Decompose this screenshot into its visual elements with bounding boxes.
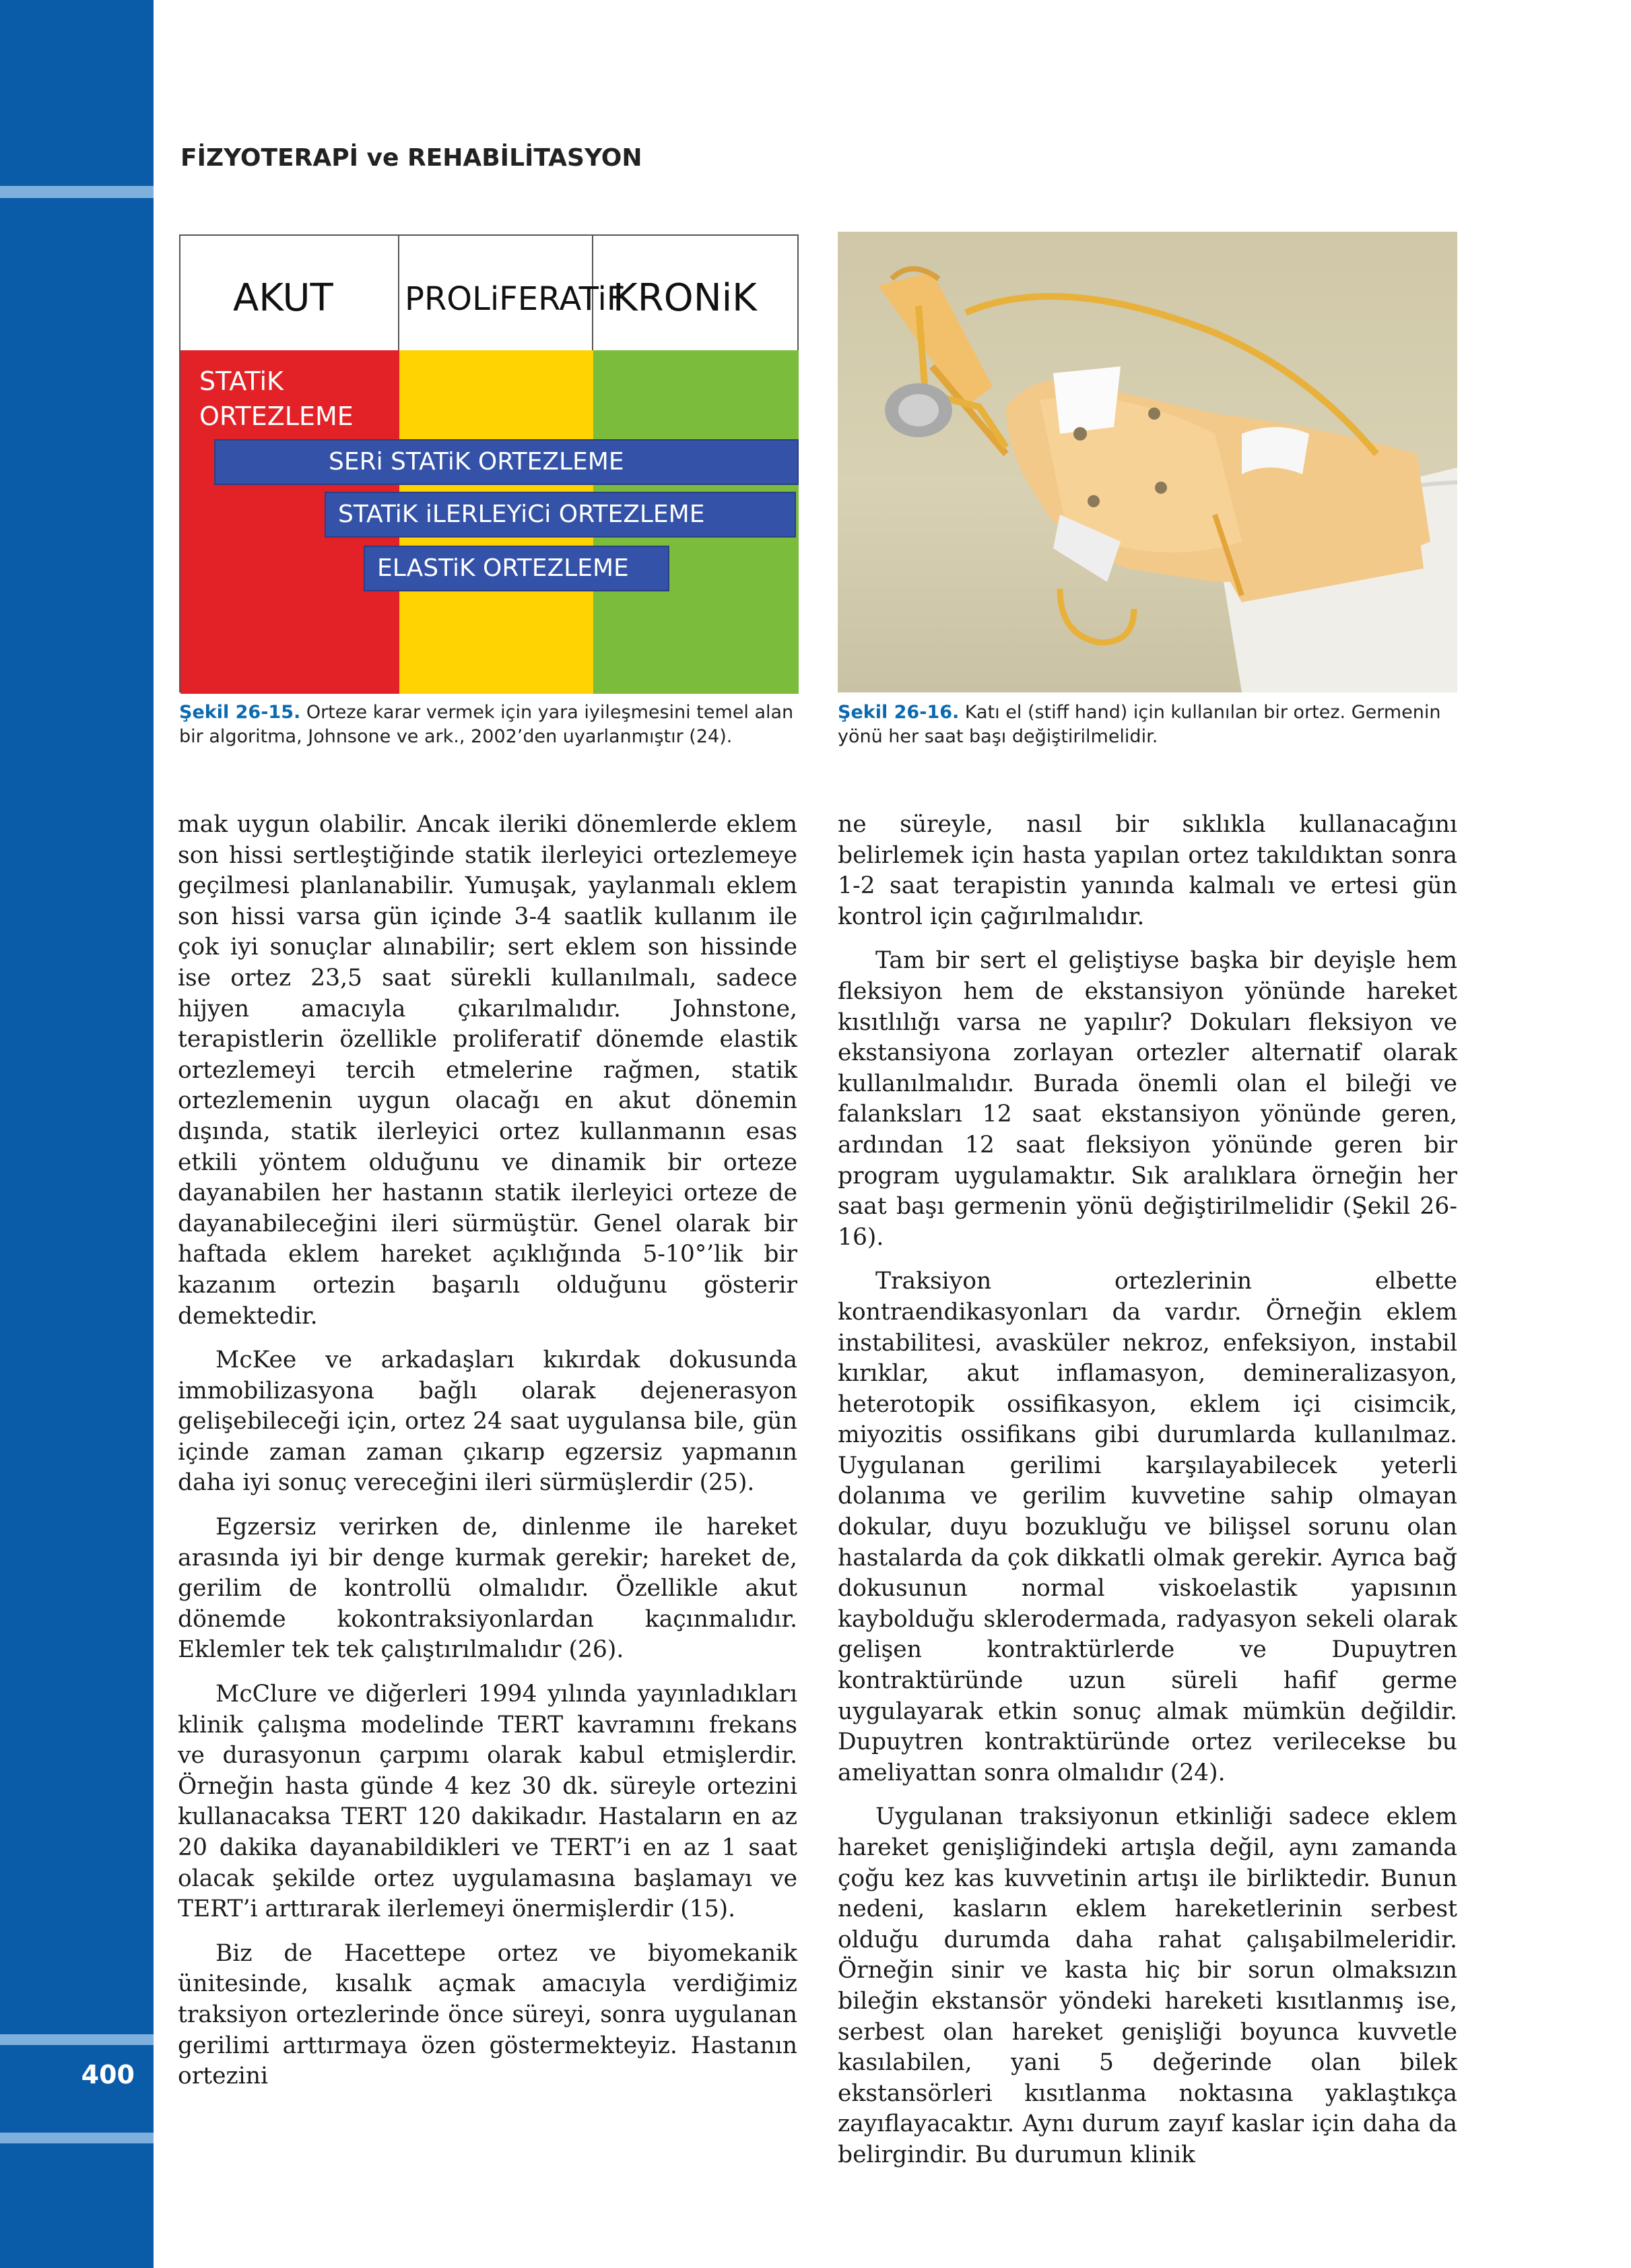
figure-label: Şekil 26-15.	[179, 702, 301, 723]
paragraph: mak uygun olabilir. Ancak ileriki dönemlerde eklem son hissi sertleştiğinde statik ilerleyici ortezlemeye geçilmesi planlanabilir. Yumuşak, yaylanmalı eklem son hissi varsa gün içinde 3-4 saatlik kullanım ile çok iyi sonuçlar alınabilir; sert eklem son hissinde ise ortez 23,5 saat sürekli kullanılmalı, sadece hijyen amacıyla çıkarılmalıdır. Johnstone, terapistlerin özellikle proliferatif dönemde elastik ortezlemeyi tercih etmelerine rağmen, statik ortezlemenin uygun olacağı en akut dönemin dışında, statik ilerleyici ortez kullanmanın esas etkili yöntem olduğunu ve dinamik bir orteze dayanabilen her hastanın statik ilerleyici orteze de dayanabileceğini ileri sürmüştür. Genel olarak bir haftada eklem hareket açıklığında 5-10°’lik bir kazanım ortezin başarılı olduğunu gösterir demektedir.	[178, 811, 797, 1330]
right-text-column	[838, 810, 1457, 2184]
figure-label: Şekil 26-16.	[838, 702, 960, 723]
figure-caption	[179, 701, 799, 749]
elastic-bar: ELASTiK ORTEZLEME	[364, 546, 669, 591]
paragraph: Tam bir sert el geliştiyse başka bir deyişle hem fleksiyon hem de ekstansiyon yönünde hareket kısıtlılığı varsa ne yapılır? Dokuları fleksiyon ve ekstansiyona zorlayan ortezler alternatif olarak kullanılmalıdır. Burada önemli olan el bileği ve falanksları 12 saat ekstansiyon yönünde geren, ardından 12 saat fleksiyon yönünde geren bir program uygulamaktır. Sık aralıklara örneğin her saat başı germenin yönü değiştirilmelidir (Şekil 26-16).	[838, 947, 1457, 1251]
serial-static-bar: SERi STATiK ORTEZLEME	[214, 439, 799, 485]
zone-title-akut: AKUT	[233, 276, 333, 320]
paragraph: McKee ve arkadaşları kıkırdak dokusunda immobilizasyona bağlı olarak dejenerasyon gelişebileceği için, ortez 24 saat uygulansa bile, gün içinde zaman zaman çıkarıp egzersiz yapmanın daha iyi sonuç vereceğini ileri sürmüşlerdir (25).	[178, 1347, 797, 1497]
sidebar-stripe	[0, 2133, 154, 2143]
paragraph: McClure ve diğerleri 1994 yılında yayınladıkları klinik çalışma modelinde TERT kavramını frekans ve durasyonun çarpımı olarak kabul etmişlerdir. Örneğin hasta günde 4 kez 30 dk. süreyle ortezini kullanacaksa TERT 120 dakikadır. Hastaların en az 20 dakika dayanabildikleri ve TERT’i en az 1 saat olacak şekilde ortez uygulamasına başlamayı ve TERT’i arttırarak ilerlemeyi önermişlerdir (15).	[178, 1681, 797, 1923]
static-orthosis-label: STATiK ORTEZLEME	[199, 366, 354, 431]
sidebar-stripe	[0, 186, 154, 198]
paragraph: Traksiyon ortezlerinin elbette kontraendikasyonları da vardır. Örneğin eklem instabilitesi, avasküler nekroz, enfeksiyon, instabil kırıklar, akut inflamasyon, demineralizasyon, heterotopik ossifikasyon, eklem içi cisimcik, miyozitis ossifikans gibi durumlarda kullanılmaz. Uygulanan gerilimi karşılayabilecek yeterli dolanıma ve gerilim kuvvetine sahip olmayan dokular, duyu bozukluğu ve bilişsel sorunu olan hastalarda da çok dikkatli olmak gerekir. Ayrıca bağ dokusunun normal viskoelastik yapısının kaybolduğu sklerodermada, radyasyon sekeli olarak gelişen kontraktürlerde ve Dupuytren kontraktüründe uzun süreli hafif germe uygulayarak etkin sonuç almak mümkün değildir. Dupuytren kontraktüründe ortez verilecekse bu ameliyattan sonra olmalıdır (24).	[838, 1268, 1457, 1786]
page-number: 400	[81, 2060, 135, 2089]
caption-text: Orteze karar vermek için yara iyileşmesini temel alan bir algoritma, Johnsone ve ark., 2002’den uyarlanmıştır (24).	[179, 702, 794, 747]
orthosis-algorithm-diagram	[179, 234, 799, 692]
caption-text: Katı el (stiff hand) için kullanılan bir ortez. Germenin yönü her saat başı değiştirilmelidir.	[838, 702, 1441, 747]
left-text-column	[178, 810, 797, 2106]
hand-orthosis-photo	[838, 232, 1457, 692]
page-sidebar	[0, 0, 154, 2268]
paragraph: Uygulanan traksiyonun etkinliği sadece eklem hareket genişliğindeki artışla değil, aynı zamanda çoğu kez kas kuvvetinin artışı ile birliktedir. Bunun nedeni, kasların eklem hareketlerinin serbest olduğu durumda daha rahat çalışabilmeleridir. Örneğin sinir ve kasta hiç bir sorun olmaksızın bileğin ekstansör yöndeki hareketi kısıtlanmış ise, serbest olan hareket genişliği boyunca kuvvetle kasılabilen, yani 5 değerinde olan bilek ekstansörleri kısıtlanma noktasına yaklaştıkça zayıflayacaktır. Aynı durum zayıf kaslar için daha da belirgindir. Bu durumun klinik	[838, 1803, 1457, 2168]
static-progressive-bar: STATiK iLERLEYiCi ORTEZLEME	[325, 492, 796, 538]
figure-caption	[838, 701, 1457, 749]
paragraph: ne süreyle, nasıl bir sıklıkla kullanacağını belirlemek için hasta yapılan ortez takıldıktan sonra 1-2 saat terapistin yanında kalmalı ve ertesi gün kontrol için çağırılmalıdır.	[838, 811, 1457, 930]
paragraph: Egzersiz verirken de, dinlenme ile hareket arasında iyi bir denge kurmak gerekir; hareket de, gerilim de kontrollü olmalıdır. Özellikle akut dönemde kokontraksiyonlardan kaçınmalıdır. Eklemler tek tek çalıştırılmalıdır (26).	[178, 1514, 797, 1664]
running-header: FİZYOTERAPİ ve REHABİLİTASYON	[180, 144, 642, 172]
hand-orthosis-illustration	[838, 232, 1457, 692]
paragraph: Biz de Hacettepe ortez ve biyomekanik ünitesinde, kısalık açmak amacıyla verdiğimiz traksiyon ortezlerinde önce süreyi, sonra uygulanan gerilimi arttırmaya özen göstermekteyiz. Hastanın ortezini	[178, 1939, 797, 2090]
zone-title-proliferatif: PROLiFERATiF	[405, 280, 626, 318]
sidebar-stripe	[0, 2034, 154, 2045]
column-divider	[398, 236, 399, 350]
zone-title-kronik: KRONiK	[613, 276, 757, 320]
